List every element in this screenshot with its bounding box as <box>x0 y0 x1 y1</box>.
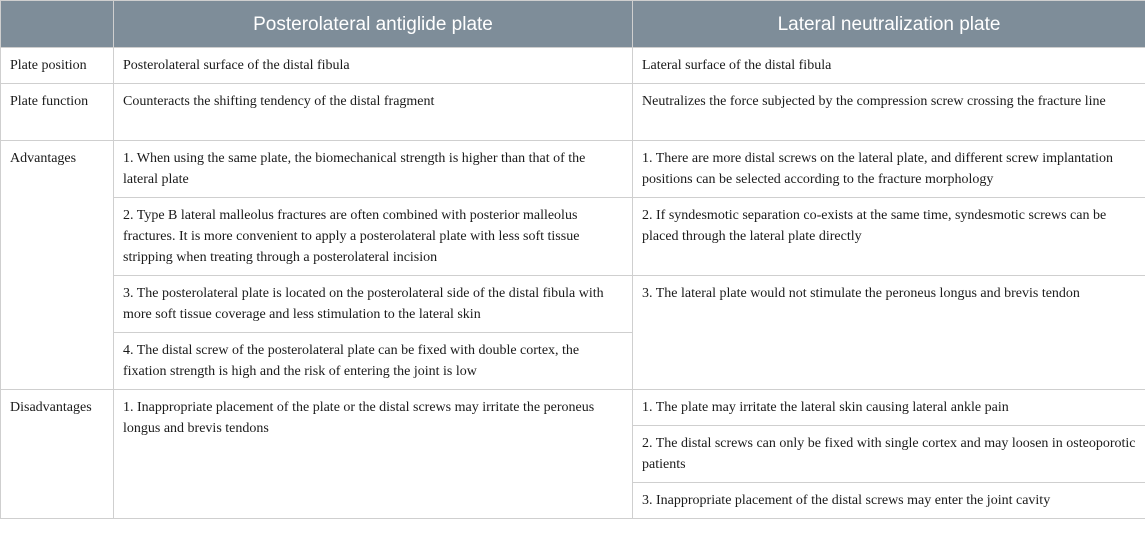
table-row-plate-position <box>1 48 1145 84</box>
cell-lateral-disadvantage-1: 1. The plate may irritate the lateral skin causing lateral ankle pain <box>633 390 1145 426</box>
table-row-advantages-3 <box>1 276 1145 333</box>
cell-lateral-advantage-1: 1. There are more distal screws on the lateral plate, and different screw implantation positions can be selected according to the fracture morphology <box>633 141 1145 198</box>
table-row-advantages-1 <box>1 141 1145 198</box>
table-row-advantages-2 <box>1 198 1145 276</box>
header-row <box>1 1 1145 48</box>
row-label-disadvantages: Disadvantages <box>1 390 114 519</box>
table-row-disadvantages-1 <box>1 390 1145 426</box>
cell-posterolateral-function: Counteracts the shifting tendency of the distal fragment <box>114 84 633 141</box>
cell-posterolateral-disadvantage-1: 1. Inappropriate placement of the plate or the distal screws may irritate the peroneus longus and brevis tendons <box>114 390 633 519</box>
cell-lateral-position: Lateral surface of the distal fibula <box>633 48 1145 84</box>
row-label-advantages: Advantages <box>1 141 114 390</box>
header-posterolateral-plate: Posterolateral antiglide plate <box>114 1 633 48</box>
header-lateral-plate: Lateral neutralization plate <box>633 1 1145 48</box>
table-row-plate-function <box>1 84 1145 141</box>
cell-posterolateral-advantage-1: 1. When using the same plate, the biomechanical strength is higher than that of the lateral plate <box>114 141 633 198</box>
row-label-plate-position: Plate position <box>1 48 114 84</box>
header-empty-cell <box>1 1 114 48</box>
row-label-plate-function: Plate function <box>1 84 114 141</box>
cell-posterolateral-advantage-3: 3. The posterolateral plate is located on the posterolateral side of the distal fibula with more soft tissue coverage and less stimulation to the lateral skin <box>114 276 633 333</box>
cell-lateral-disadvantage-2: 2. The distal screws can only be fixed with single cortex and may loosen in osteoporotic patients <box>633 426 1145 483</box>
cell-posterolateral-position: Posterolateral surface of the distal fibula <box>114 48 633 84</box>
cell-lateral-advantage-3: 3. The lateral plate would not stimulate the peroneus longus and brevis tendon <box>633 276 1145 390</box>
cell-posterolateral-advantage-2: 2. Type B lateral malleolus fractures are often combined with posterior malleolus fractures. It is more convenient to apply a posterolateral plate with less soft tissue stripping when treating through a posterolateral incision <box>114 198 633 276</box>
cell-lateral-disadvantage-3: 3. Inappropriate placement of the distal screws may enter the joint cavity <box>633 483 1145 519</box>
cell-lateral-function: Neutralizes the force subjected by the compression screw crossing the fracture line <box>633 84 1145 141</box>
cell-posterolateral-advantage-4: 4. The distal screw of the posterolateral plate can be fixed with double cortex, the fixation strength is high and the risk of entering the joint is low <box>114 333 633 390</box>
cell-lateral-advantage-2: 2. If syndesmotic separation co-exists at the same time, syndesmotic screws can be placed through the lateral plate directly <box>633 198 1145 276</box>
